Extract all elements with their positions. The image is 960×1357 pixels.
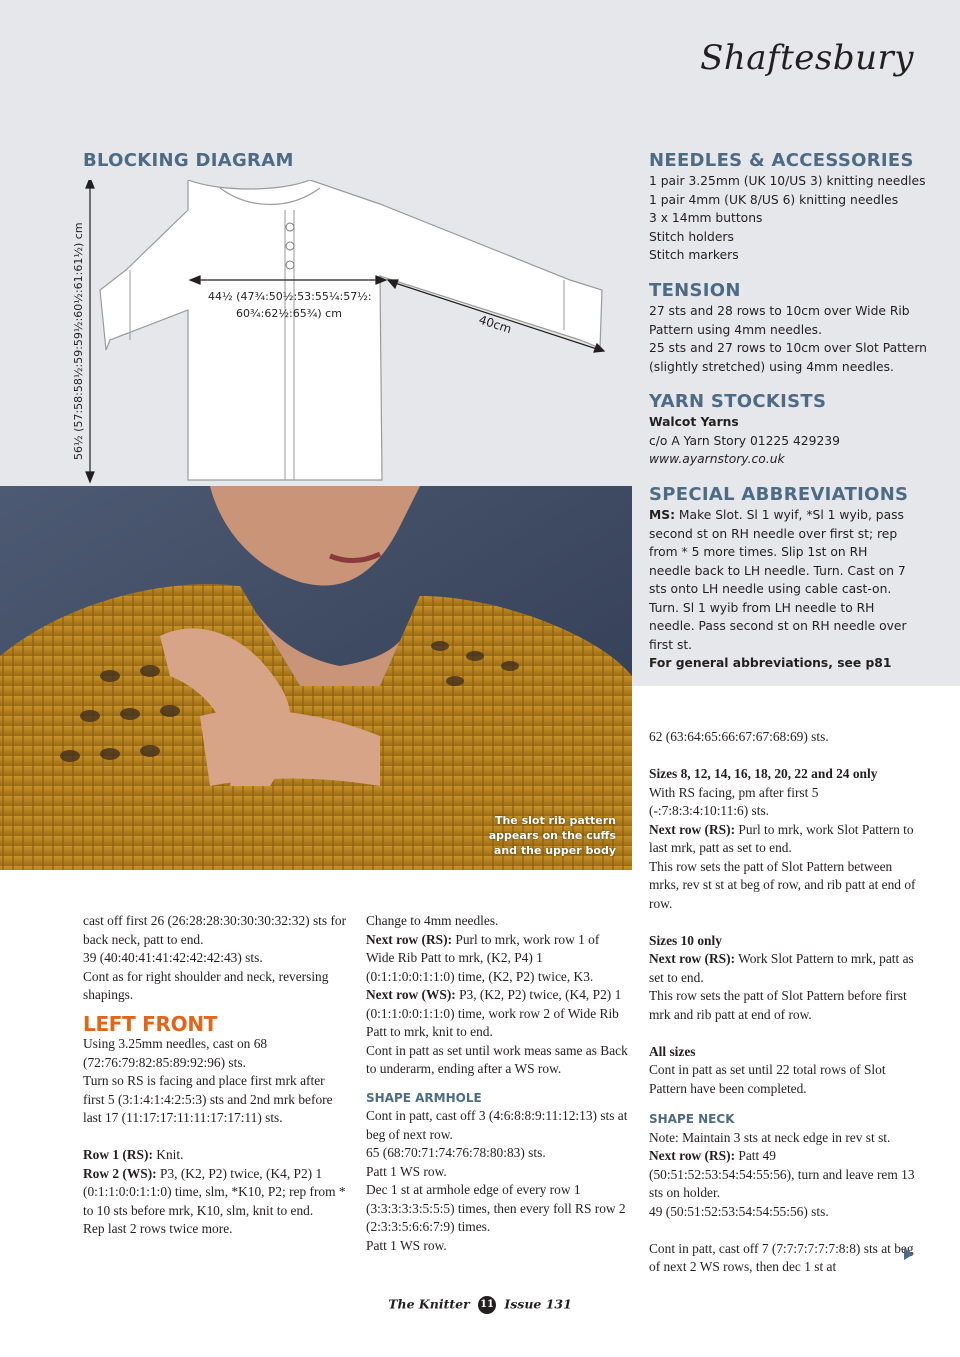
stockists-heading: YARN STOCKISTS [649,391,827,412]
sleeve-label: 40cm [477,312,514,337]
needles-list [649,172,939,265]
blocking-diagram-heading: BLOCKING DIAGRAM [83,150,294,171]
button-1 [286,223,294,231]
chest-label-line1: 44½ (47¾:50½:53:55¼:57½: [208,290,372,303]
needles-line: Stitch holders [649,229,734,244]
shape-armhole-subhead: SHAPE ARMHOLE [366,1090,482,1105]
abbreviations-text: MS: Make Slot. Sl 1 wyif, *Sl 1 wyib, pass second st on RH needle over first st; rep from * 5 more times. Slip 1st on RH needle back to LH needle. Turn. Cast on 7 sts onto LH needle using cable cast-on. Turn. Sl 1 wyib from LH needle to RH needle. Pass second st on RH needle over first st. For general abbreviations, see p81 [649,506,911,673]
chest-label-line2: 60¾:62½:65¾) cm [236,307,342,320]
garment-outline [100,180,602,480]
photo-caption: The slot rib pattern appears on the cuffs and the upper body [488,814,616,857]
height-label: 56½ (57:58:58½:59:59½:60½:61:61½) cm [72,222,85,460]
pattern-column-2: Change to 4mm needles. Next row (RS): Purl to mrk, work row 1 of Wide Rib Patt to mrk, (K2, P4) 1 (0:1:1:0:0:1:1:0) time, (K2, P2) twice, K3. Next row (WS): P3, (K2, P2) twice, (K4, P2) 1 (0:1:1:0:0:1:1:0) time, work row 2 of Wide Rib Patt to mrk, knit to end. Cont in patt as set until work meas same as Back to underarm, ending after a WS row. SHAPE ARMHOLE Cont in patt, cast off 3 (4:6:8:8:9:11:12:13) sts at beg of next row. 65 (68:70:71:74:76:78:80:83) sts. Patt 1 WS row. Dec 1 st at armhole edge of every row 1 (3:3:3:3:3:5:5:5) times, then every foll RS row 2 (2:3:3:5:6:6:7:9) times. Patt 1 WS row. [366,913,628,1253]
pattern-column-1: cast off first 26 (26:28:28:30:30:30:32:32) sts for back neck, patt to end. 39 (40:40:41:41:42:42:42:43) sts. Cont as for right shoulder and neck, reversing shapings. LEFT FRONT Using 3.25mm needles, cast on 68 (72:76:79:82:85:89:92:96) sts. Turn so RS is facing and place first mrk after first 5 (3:1:4:1:4:2:5:3) sts and 2nd mrk before last 17 (11:17:17:11:11:17:17:11) sts. Row 1 (RS): Knit. Row 2 (WS): P3, (K2, P2) twice, (K4, P2) 1 (0:1:1:0:0:1:1:0) time, slm, *K10, P2; rep from * to 10 sts before mrk, K10, slm, knit to end. Rep last 2 rows twice more. [83,912,349,1239]
pattern-column-3: 62 (63:64:65:66:67:67:68:69) sts. Sizes 8, 12, 14, 16, 18, 20, 22 and 24 only With RS facing, pm after first 5 (-:7:8:3:4:10:11:6) sts. Next row (RS): Purl to mrk, work Slot Pattern to last mrk, patt as set to end. This row sets the patt of Slot Pattern between mrks, rev st st at beg of row, and rib patt at end of row. Sizes 10 only Next row (RS): Work Slot Pattern to mrk, patt as set to end. This row sets the patt of Slot Pattern before first mrk and rib patt at end of row. All sizes Cont in patt as set until 22 total rows of Slot Pattern have been completed. SHAPE NECK Note: Maintain 3 sts at neck edge in rev st st. Next row (RS): Patt 49 (50:51:52:53:54:54:55:56), turn and leave rem 13 sts on holder. 49 (50:51:52:53:54:54:55:56) sts. Cont in patt, cast off 7 (7:7:7:7:7:7:8:8) sts at beg of next 2 WS rows, then dec 1 st at [649,729,916,1274]
model-photo [0,486,632,870]
needles-line: 1 pair 3.25mm (UK 10/US 3) knitting needles [649,174,926,188]
continue-arrow-icon [904,1248,914,1260]
left-front-heading: LEFT FRONT [83,1011,218,1036]
button-2 [286,242,294,250]
stockists-text [649,413,944,469]
issue-number: Issue 131 [504,1296,572,1312]
stockist-address: c/o A Yarn Story 01225 429239 [649,433,840,448]
page-number: 11 [478,1296,496,1314]
magazine-name: The Knitter [388,1296,470,1312]
general-abbrev-note: For general abbreviations, see p81 [649,656,892,670]
blocking-diagram [70,180,630,500]
tension-heading: TENSION [649,280,741,301]
needles-heading: NEEDLES & ACCESSORIES [649,150,914,171]
page-footer [0,1296,960,1314]
needles-line: 1 pair 4mm (UK 8/US 6) knitting needles [649,192,899,207]
running-title: Shaftesbury [700,38,914,78]
stockist-name: Walcot Yarns [649,415,739,429]
needles-line: Stitch markers [649,248,739,262]
ms-label: MS: [649,508,676,522]
button-3 [286,261,294,269]
shape-neck-subhead: SHAPE NECK [649,1112,735,1126]
abbreviations-heading: SPECIAL ABBREVIATIONS [649,484,909,505]
stockist-web[interactable]: www.ayarnstory.co.uk [649,452,785,466]
needles-line: 3 x 14mm buttons [649,211,763,225]
tension-text: 27 sts and 28 rows to 10cm over Wide Rib Pattern using 4mm needles. 25 sts and 27 rows to 10cm over Slot Pattern (slightly stretched) using 4mm needles. [649,304,927,374]
